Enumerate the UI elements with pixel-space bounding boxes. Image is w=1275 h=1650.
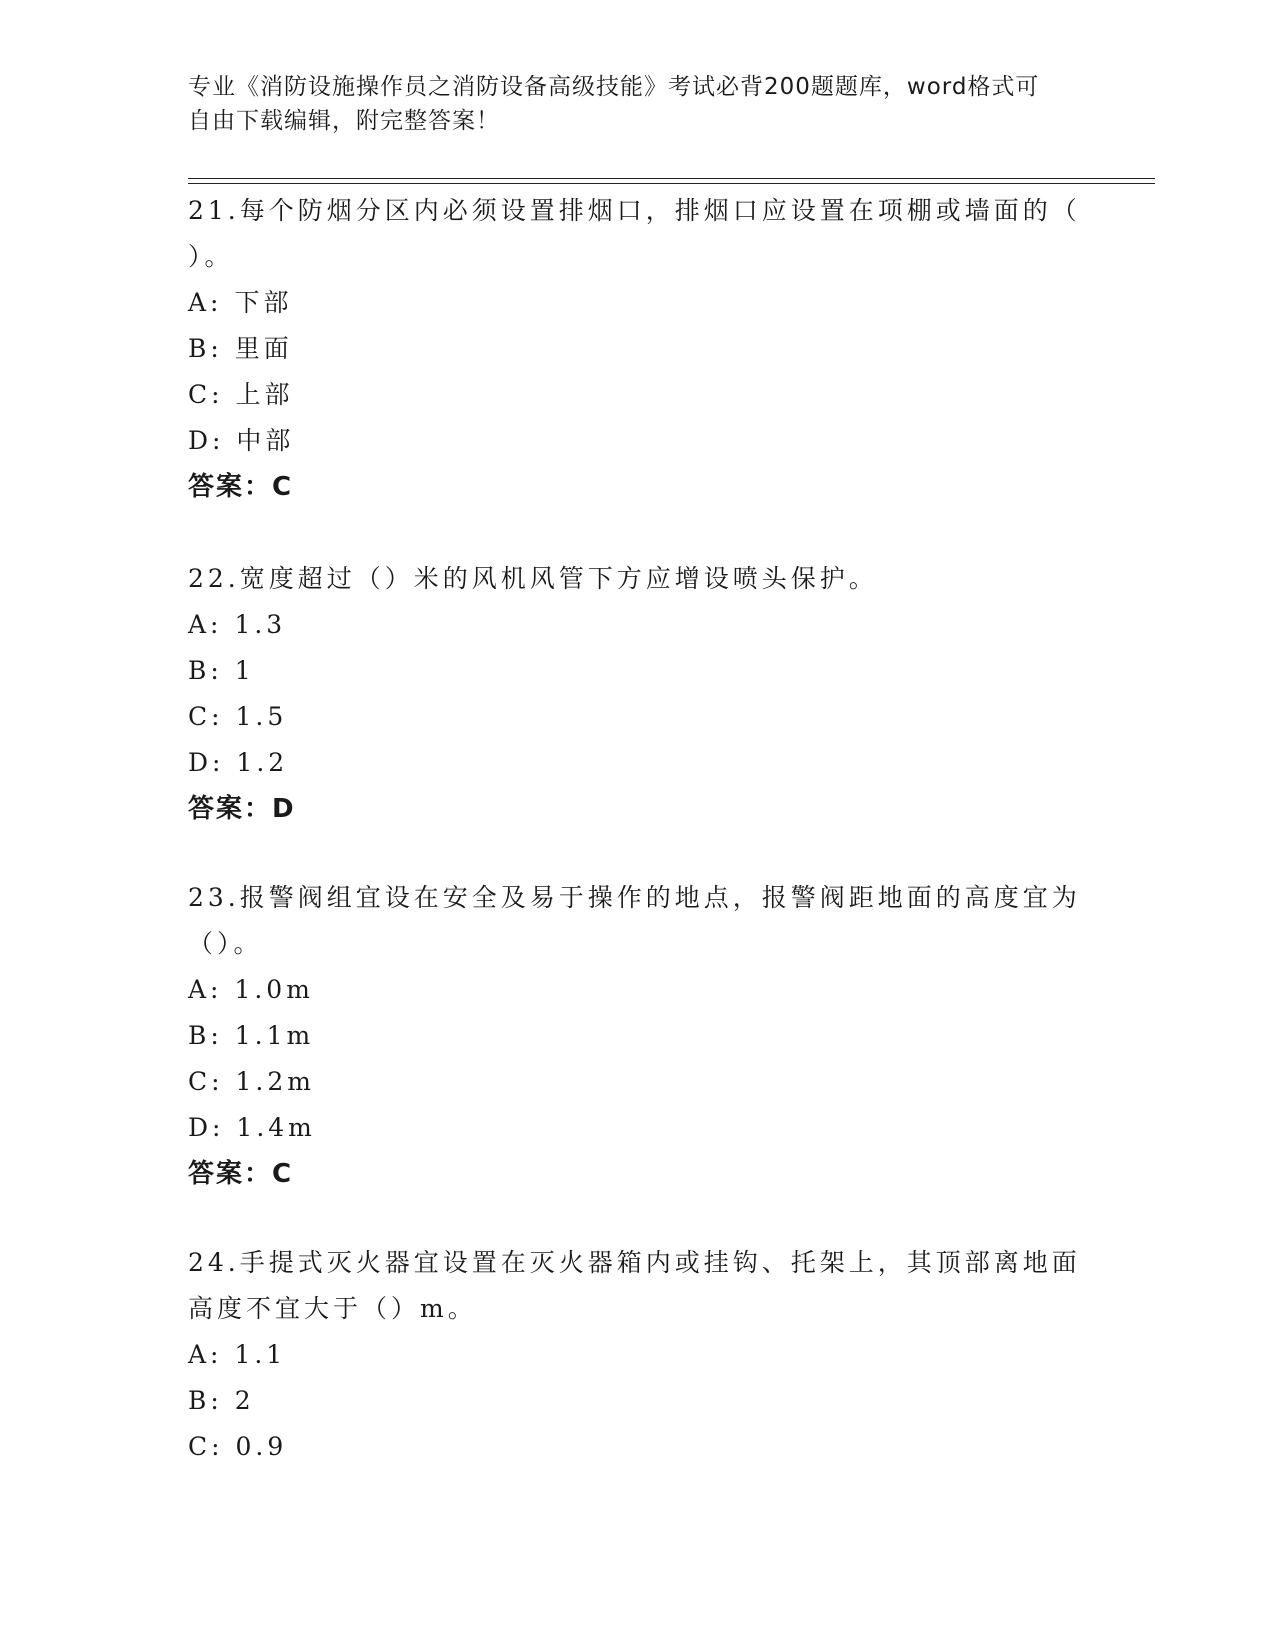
option-text: 1.1 (234, 1340, 287, 1369)
option-letter: C: (188, 702, 224, 731)
header-line-2: 自由下载编辑，附完整答案！ (188, 108, 500, 134)
option-letter: A: (188, 1340, 223, 1369)
option-text: 2 (234, 1386, 255, 1415)
option-letter: C: (188, 1067, 224, 1096)
question-stem-line-1: 22.宽度超过（）米的风机风管下方应增设喷头保护。 (188, 564, 878, 593)
question-stem-line-1: 24.手提式灭火器宜设置在灭火器箱内或挂钩、托架上，其顶部离地面 (188, 1248, 1081, 1277)
option-letter: D: (188, 426, 225, 455)
question-stem (188, 188, 1088, 280)
option-text: 1.2 (236, 748, 289, 777)
option-letter: B: (188, 1386, 223, 1415)
question-stem (188, 1240, 1088, 1332)
option-letter: D: (188, 1113, 225, 1142)
question-stem (188, 556, 1088, 602)
option-text: 1.0m (234, 975, 314, 1004)
question-stem-line-2: 高度不宜大于（）m。 (188, 1294, 477, 1323)
option-c (188, 694, 1088, 740)
option-letter: C: (188, 1432, 224, 1461)
option-a (188, 280, 1088, 326)
option-b (188, 1013, 1088, 1059)
option-b (188, 326, 1088, 372)
option-a (188, 1332, 1088, 1378)
option-text: 0.9 (235, 1432, 288, 1461)
question-stem-line-2: （）。 (188, 929, 263, 958)
header-divider-top (188, 178, 1155, 179)
option-a (188, 602, 1088, 648)
document-header (188, 70, 1068, 138)
answer-label: 答案：C (188, 472, 294, 502)
option-text: 1.2m (235, 1067, 315, 1096)
option-d (188, 1105, 1088, 1151)
answer-label: 答案：D (188, 794, 296, 824)
question-22 (188, 556, 1088, 832)
option-a (188, 967, 1088, 1013)
option-letter: A: (188, 975, 223, 1004)
option-text: 1.5 (235, 702, 288, 731)
option-text: 1.4m (236, 1113, 316, 1142)
question-21 (188, 188, 1088, 510)
option-letter: A: (188, 288, 223, 317)
option-b (188, 1378, 1088, 1424)
option-letter: B: (188, 1021, 223, 1050)
option-text: 1 (234, 656, 255, 685)
option-d (188, 740, 1088, 786)
question-23 (188, 875, 1088, 1197)
option-b (188, 648, 1088, 694)
option-c (188, 372, 1088, 418)
option-text: 里面 (234, 334, 293, 363)
answer-label: 答案：C (188, 1159, 294, 1189)
question-stem (188, 875, 1088, 967)
option-letter: C: (188, 380, 224, 409)
question-stem-line-1: 21.每个防烟分区内必须设置排烟口，排烟口应设置在项棚或墙面的（ (188, 196, 1081, 225)
option-letter: B: (188, 334, 223, 363)
option-letter: D: (188, 748, 225, 777)
option-text: 上部 (235, 380, 294, 409)
option-letter: A: (188, 610, 223, 639)
question-stem-line-1: 23.报警阀组宜设在安全及易于操作的地点，报警阀距地面的高度宜为 (188, 883, 1081, 912)
option-letter: B: (188, 656, 223, 685)
option-text: 1.3 (234, 610, 287, 639)
option-text: 中部 (236, 426, 295, 455)
question-stem-line-2: ）。 (188, 242, 234, 271)
option-text: 1.1m (234, 1021, 315, 1050)
question-24 (188, 1240, 1088, 1470)
option-c (188, 1424, 1088, 1470)
header-divider-bottom (188, 183, 1155, 184)
header-line-1: 专业《消防设施操作员之消防设备高级技能》考试必背200题题库，word格式可 (188, 74, 1040, 100)
option-c (188, 1059, 1088, 1105)
option-d (188, 418, 1088, 464)
option-text: 下部 (234, 288, 293, 317)
